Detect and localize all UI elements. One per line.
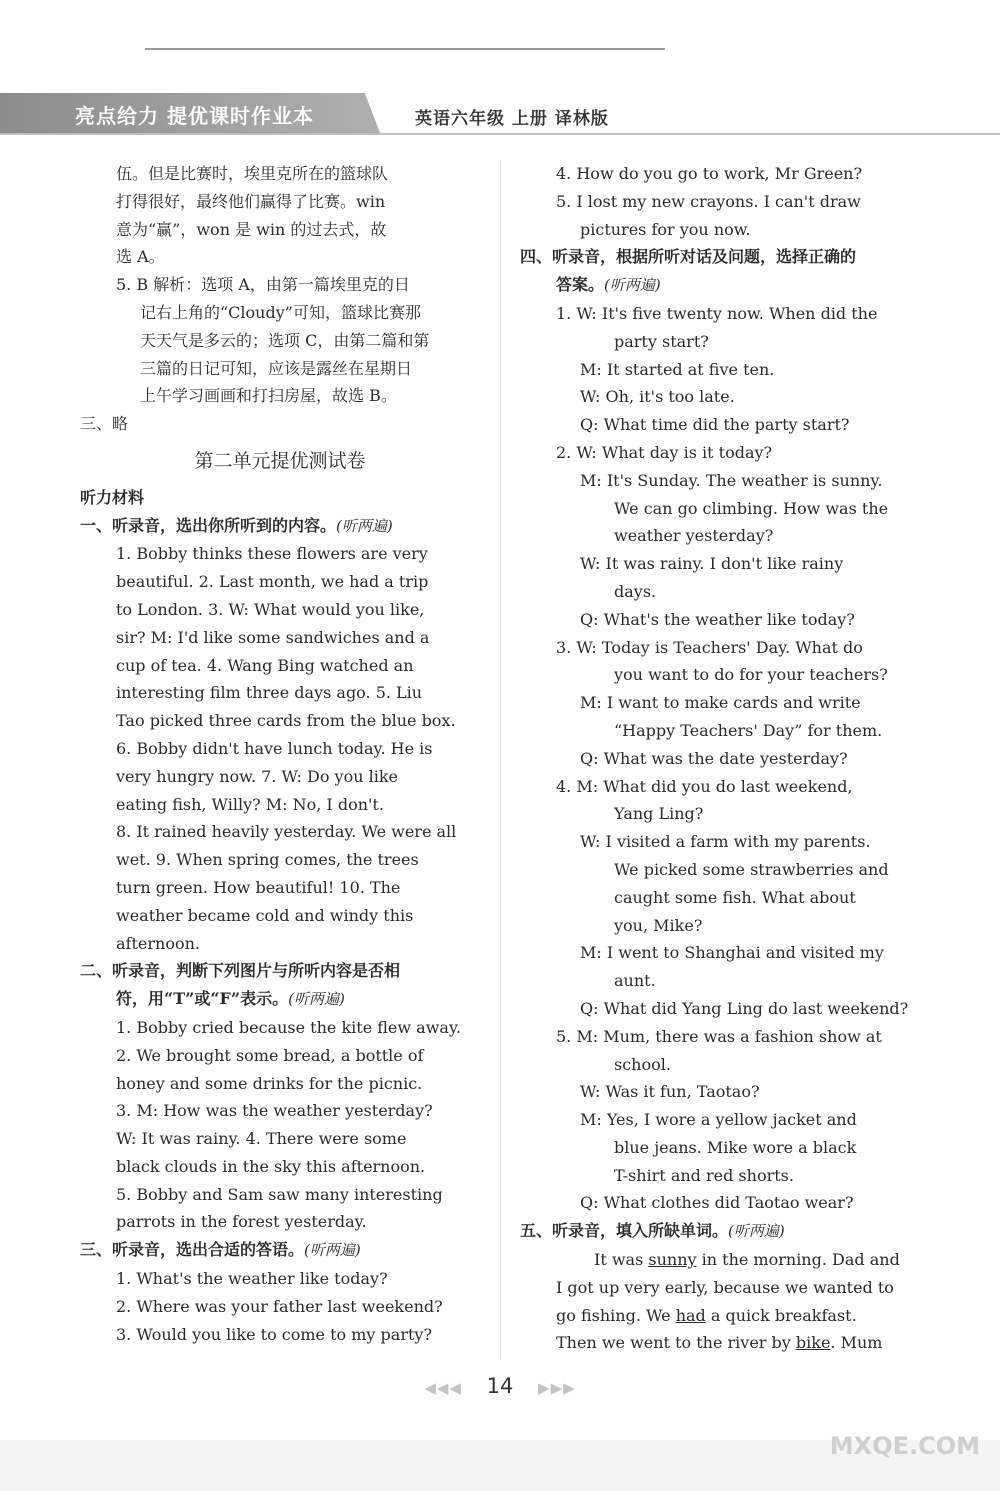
text-line: honey and some drinks for the picnic. [116,1073,423,1093]
section-heading: 三、略 [80,414,129,434]
text-line: interesting film three days ago. 5. Liu [116,683,423,703]
text-line: We picked some strawberries and [614,859,889,879]
cloze-line: I got up very early, because we wanted to [556,1277,894,1297]
text-line: M: I want to make cards and write [580,693,861,713]
text-line: M: Yes, I wore a yellow jacket and [580,1110,857,1130]
filled-word: sunny [648,1250,697,1270]
text-line: “Happy Teachers' Day” for them. [614,720,883,740]
text-line: beautiful. 2. Last month, we had a trip [116,572,429,592]
cloze-line: Then we went to the river by bike. Mum [556,1333,883,1353]
text-line: black clouds in the sky this afternoon. [116,1156,426,1176]
text-line: afternoon. [116,933,200,953]
text-line: M: I went to Shanghai and visited my [580,943,884,963]
section-heading: 符，用“T”或“F”表示。(听两遍) [116,989,345,1009]
text-line: cup of tea. 4. Wang Bing watched an [116,655,414,675]
section-2-text [80,1014,480,1236]
dialogue-1 [520,300,920,439]
text-line: 6. Bobby didn't have lunch today. He is [116,738,433,758]
book-title: 英语六年级 上册 译林版 [415,109,609,129]
text-line: T-shirt and red shorts. [614,1165,794,1185]
series-title: 亮点给力 提优课时作业本 [75,104,314,128]
text-line: 3. Would you like to come to my party? [116,1324,433,1344]
text-line: 1. Bobby thinks these flowers are very [116,544,428,564]
text-line: 伍。但是比赛时，埃里克所在的篮球队 [116,164,389,183]
section-heading: 答案。(听两遍) [556,275,661,295]
left-column [80,160,480,1348]
text-line: 选 A。 [116,247,165,267]
text-line: 4. How do you go to work, Mr Green? [556,164,863,183]
text-line: Q: What's the weather like today? [580,609,855,629]
dialogue-3 [520,634,920,773]
text-line: caught some fish. What about [614,887,856,907]
cloze-line: go fishing. We had a quick breakfast. [556,1305,857,1325]
text-line: school. [614,1054,671,1074]
text-line: sir? M: I'd like some sandwiches and a [116,627,430,647]
column-divider [500,160,501,1360]
text-line: 三篇的日记可知，应该是露丝在星期日 [140,358,413,378]
dialogue-5 [520,1023,920,1218]
text-line: you, Mike? [614,915,703,935]
text-line: 3. M: How was the weather yesterday? [116,1101,433,1121]
text-line: 8. It rained heavily yesterday. We were all [116,822,457,842]
section-1-text [80,540,480,957]
page-number: 14 [486,1374,514,1398]
unit-title: 第二单元提优测试卷 [194,449,366,472]
text-line: weather yesterday? [614,526,774,546]
right-arrows-icon: ▶▶▶ [538,1379,576,1397]
text-line: Q: What did Yang Ling do last weekend? [580,998,909,1018]
text-line: turn green. How beautiful! 10. The [116,877,401,897]
filled-word: bike [795,1333,831,1353]
text-line: 2. We brought some bread, a bottle of [116,1045,424,1065]
watermark: MXQE.COM [829,1432,980,1460]
text-line: you want to do for your teachers? [614,665,888,685]
text-line: 打得很好，最终他们赢得了比赛。win [116,191,386,211]
text-line: blue jeans. Mike wore a black [614,1137,857,1157]
text-line: 1. W: It's five twenty now. When did the [556,303,878,323]
text-line: 2. W: What day is it today? [556,442,773,462]
cloze-line: It was sunny in the morning. Dad and [594,1250,900,1270]
text-line: wet. 9. When spring comes, the trees [116,850,419,870]
text-line: 2. Where was your father last weekend? [116,1296,443,1316]
top-rule [145,48,665,50]
section-heading: 一、听录音，选出你所听到的内容。(听两遍) [80,515,393,535]
text-line: to London. 3. W: What would you like, [116,599,425,619]
text-line: 3. W: Today is Teachers' Day. What do [556,637,863,657]
section-heading: 二、听录音，判断下列图片与所听内容是否相 [80,961,401,981]
text-line: W: It was rainy. 4. There were some [116,1129,407,1149]
text-line: We can go climbing. How was the [614,498,889,518]
text-line: 5. I lost my new crayons. I can't draw [556,191,861,211]
text-line: pictures for you now. [580,219,751,239]
text-line: 上午学习画画和打扫房屋，故选 B。 [140,386,397,406]
text-line: Q: What time did the party start? [580,415,850,435]
text-line: M: It's Sunday. The weather is sunny. [580,470,883,490]
text-line: W: Oh, it's too late. [580,387,735,407]
page-footer [0,1374,1000,1398]
text-line: W: It was rainy. I don't like rainy [580,554,844,574]
text-line: Q: What was the date yesterday? [580,748,848,768]
text-line: W: I visited a farm with my parents. [580,832,871,852]
right-column [520,160,920,1357]
text-line: 天天气是多云的；选项 C，由第二篇和第 [140,330,430,350]
listening-title: 听力材料 [80,487,145,507]
text-line: M: It started at five ten. [580,359,775,379]
section-heading: 四、听录音，根据所听对话及问题，选择正确的 [520,247,857,267]
header-divider [0,133,1000,135]
text-line: 5. M: Mum, there was a fashion show at [556,1026,882,1046]
text-line: Tao picked three cards from the blue box. [116,711,456,731]
text-line: aunt. [614,971,656,991]
text-line: days. [614,581,657,601]
left-arrows-icon: ◀◀◀ [424,1379,462,1397]
text-line: 意为“赢”，won 是 win 的过去式，故 [116,219,387,239]
section-heading: 五、听录音，填入所缺单词。(听两遍) [520,1221,785,1241]
text-line: eating fish, Willy? M: No, I don't. [116,794,384,814]
text-line: 4. M: What did you do last weekend, [556,776,853,796]
text-line: very hungry now. 7. W: Do you like [116,766,399,786]
dialogue-2 [520,439,920,634]
text-line: 5. Bobby and Sam saw many interesting [116,1184,443,1204]
text-line: W: Was it fun, Taotao? [580,1082,760,1102]
text-line: 5. B 解析：选项 A，由第一篇埃里克的日 [116,275,410,295]
text-line: parrots in the forest yesterday. [116,1212,367,1232]
text-line: 记右上角的“Cloudy”可知，篮球比赛那 [140,302,421,322]
filled-word: had [675,1305,706,1325]
text-line: Q: What clothes did Taotao wear? [580,1193,854,1213]
text-line: weather became cold and windy this [116,905,414,925]
text-line: party start? [614,331,709,351]
section-3-text [80,1265,480,1348]
dialogue-4 [520,773,920,1023]
text-line: 1. What's the weather like today? [116,1269,388,1289]
section-heading: 三、听录音，选出合适的答语。(听两遍) [80,1240,361,1260]
text-line: 1. Bobby cried because the kite flew away. [116,1017,461,1037]
text-line: Yang Ling? [614,804,704,824]
